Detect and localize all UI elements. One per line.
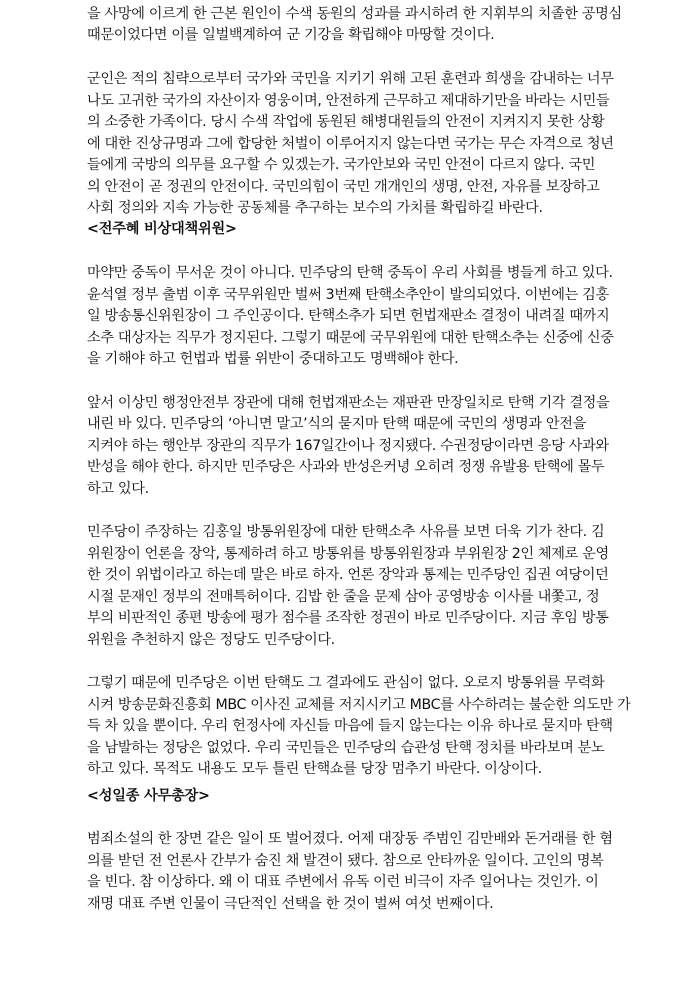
text-line: 에 대한 진상규명과 그에 합당한 처벌이 이루어지지 않는다면 국가는 무슨 자격으로 청년 — [87, 136, 614, 152]
section-heading: <전주혜 비상대책위원> — [87, 221, 237, 237]
text-line: 을 빈다. 참 이상하다. 왜 이 대표 주변에서 유독 이런 비극이 자주 일어나는 것인가. 이 — [87, 874, 599, 890]
text-line: 내린 바 있다. 민주당의 ‘아니면 말고’식의 묻지마 탄핵 때문에 국민의 생명과 안전을 — [87, 416, 586, 432]
text-line: 시켜 방송문화진흥회 MBC 이사진 교체를 저지시키고 MBC를 사수하려는 불순한 의도만 가 — [87, 697, 631, 713]
text-line: 때문이었다면 이를 일벌백계하여 군 기강을 확립해야 마땅할 것이다. — [87, 27, 495, 43]
text-line: 소추 대상자는 직무가 정지된다. 그렇기 때문에 국무위원에 대한 탄핵소추는 신중에 신중 — [87, 330, 614, 346]
text-line: 민주당이 주장하는 김홍일 방통위원장에 대한 탄핵소추 사유를 보면 더욱 기가 찬다. 김 — [87, 524, 605, 540]
text-line: 시절 문재인 정부의 전매특허이다. 김밥 한 줄을 문제 삼아 공영방송 이사를 내쫓고, 정 — [87, 589, 600, 605]
text-line: 득 차 있을 뿐이다. 우리 헌정사에 자신들 마음에 들지 않는다는 이유 하나로 묻지마 탄핵 — [87, 718, 613, 734]
text-line: 들에게 국방의 의무를 요구할 수 있겠는가. 국가안보와 국민 안전이 다르지 않다. 국민 — [87, 157, 596, 173]
text-line: 사회 정의와 지속 가능한 공동체를 추구하는 보수의 가치를 확립하길 바란다. — [87, 200, 543, 216]
text-line: 의를 받던 전 언론사 간부가 숨진 채 발견이 됐다. 참으로 안타까운 일이다. 고인의 명복 — [87, 853, 604, 869]
text-line: 범죄소설의 한 장면 같은 일이 또 벌어졌다. 어제 대장동 주범인 김만배와 돈거래를 한 혐 — [87, 831, 613, 847]
text-line: 부의 비판적인 종편 방송에 평가 점수를 조작한 정권이 바로 민주당이다. 지금 후임 방통 — [87, 610, 609, 626]
text-line: 의 안전이 곧 정권의 안전이다. 국민의힘이 국민 개개인의 생명, 안전, 자유를 보장하고 — [87, 179, 600, 195]
text-line: 앞서 이상민 행정안전부 장관에 대해 헌법재판소는 재판관 만장일치로 탄핵 기각 결정을 — [87, 395, 610, 411]
text-line: 위원을 추천하지 않은 정당도 민주당이다. — [87, 632, 335, 648]
text-line: 하고 있다. — [87, 481, 149, 497]
text-line: 한 것이 위법이라고 하는데 말은 바로 하자. 언론 장악과 통제는 민주당인 집권 여당이던 — [87, 567, 609, 583]
text-line: 을 남발하는 정당은 없었다. 우리 국민들은 민주당의 습관성 탄핵 정치를 바라보며 분노 — [87, 740, 605, 756]
text-line: 윤석열 정부 출범 이후 국무위원만 벌써 3번째 탄핵소추안이 발의되었다. 이번에는 김홍 — [87, 287, 609, 303]
text-line: 일 방송통신위원장이 그 주인공이다. 탄핵소추가 되면 헌법재판소 결정이 내려질 때까지 — [87, 308, 610, 324]
text-line: 군인은 적의 침략으로부터 국가와 국민을 지키기 위해 고된 훈련과 희생을 감내하는 너무 — [87, 71, 614, 87]
text-line: 반성을 해야 한다. 하지만 민주당은 사과와 반성은커녕 오히려 정쟁 유발용 탄핵에 몰두 — [87, 459, 605, 475]
text-line: 을 사망에 이르게 한 근본 원인이 수색 동원의 성과를 과시하려 한 지휘부의 치졸한 공명심 — [87, 6, 622, 22]
text-line: 을 기해야 하고 헌법과 법률 위반이 중대하고도 명백해야 한다. — [87, 351, 459, 367]
text-line: 재명 대표 주변 인물이 극단적인 선택을 한 것이 벌써 여섯 번째이다. — [87, 896, 494, 912]
text-line: 위원장이 언론을 장악, 통제하려 하고 방통위를 방통위원장과 부위원장 2인 체제로 운영 — [87, 546, 609, 562]
text-line: 마약만 중독이 무서운 것이 아니다. 민주당의 탄핵 중독이 우리 사회를 병들게 하고 있다. — [87, 265, 613, 281]
text-line: 그렇기 때문에 민주당은 이번 탄핵도 그 결과에도 관심이 없다. 오로지 방통위를 무력화 — [87, 675, 605, 691]
section-heading: <성일종 사무총장> — [87, 788, 210, 804]
text-line: 지켜야 하는 행안부 장관의 직무가 167일간이나 정지됐다. 수권정당이라면 응당 사과와 — [87, 438, 609, 454]
text-line: 의 소중한 가족이다. 당시 수색 작업에 동원된 해병대원들의 안전이 지켜지지 못한 상황 — [87, 114, 605, 130]
text-line: 하고 있다. 목적도 내용도 모두 틀린 탄핵쇼를 당장 멈추기 바란다. 이상이다. — [87, 761, 542, 777]
text-line: 나도 고귀한 국가의 자산이자 영웅이며, 안전하게 근무하고 제대하기만을 바라는 시민들 — [87, 93, 610, 109]
